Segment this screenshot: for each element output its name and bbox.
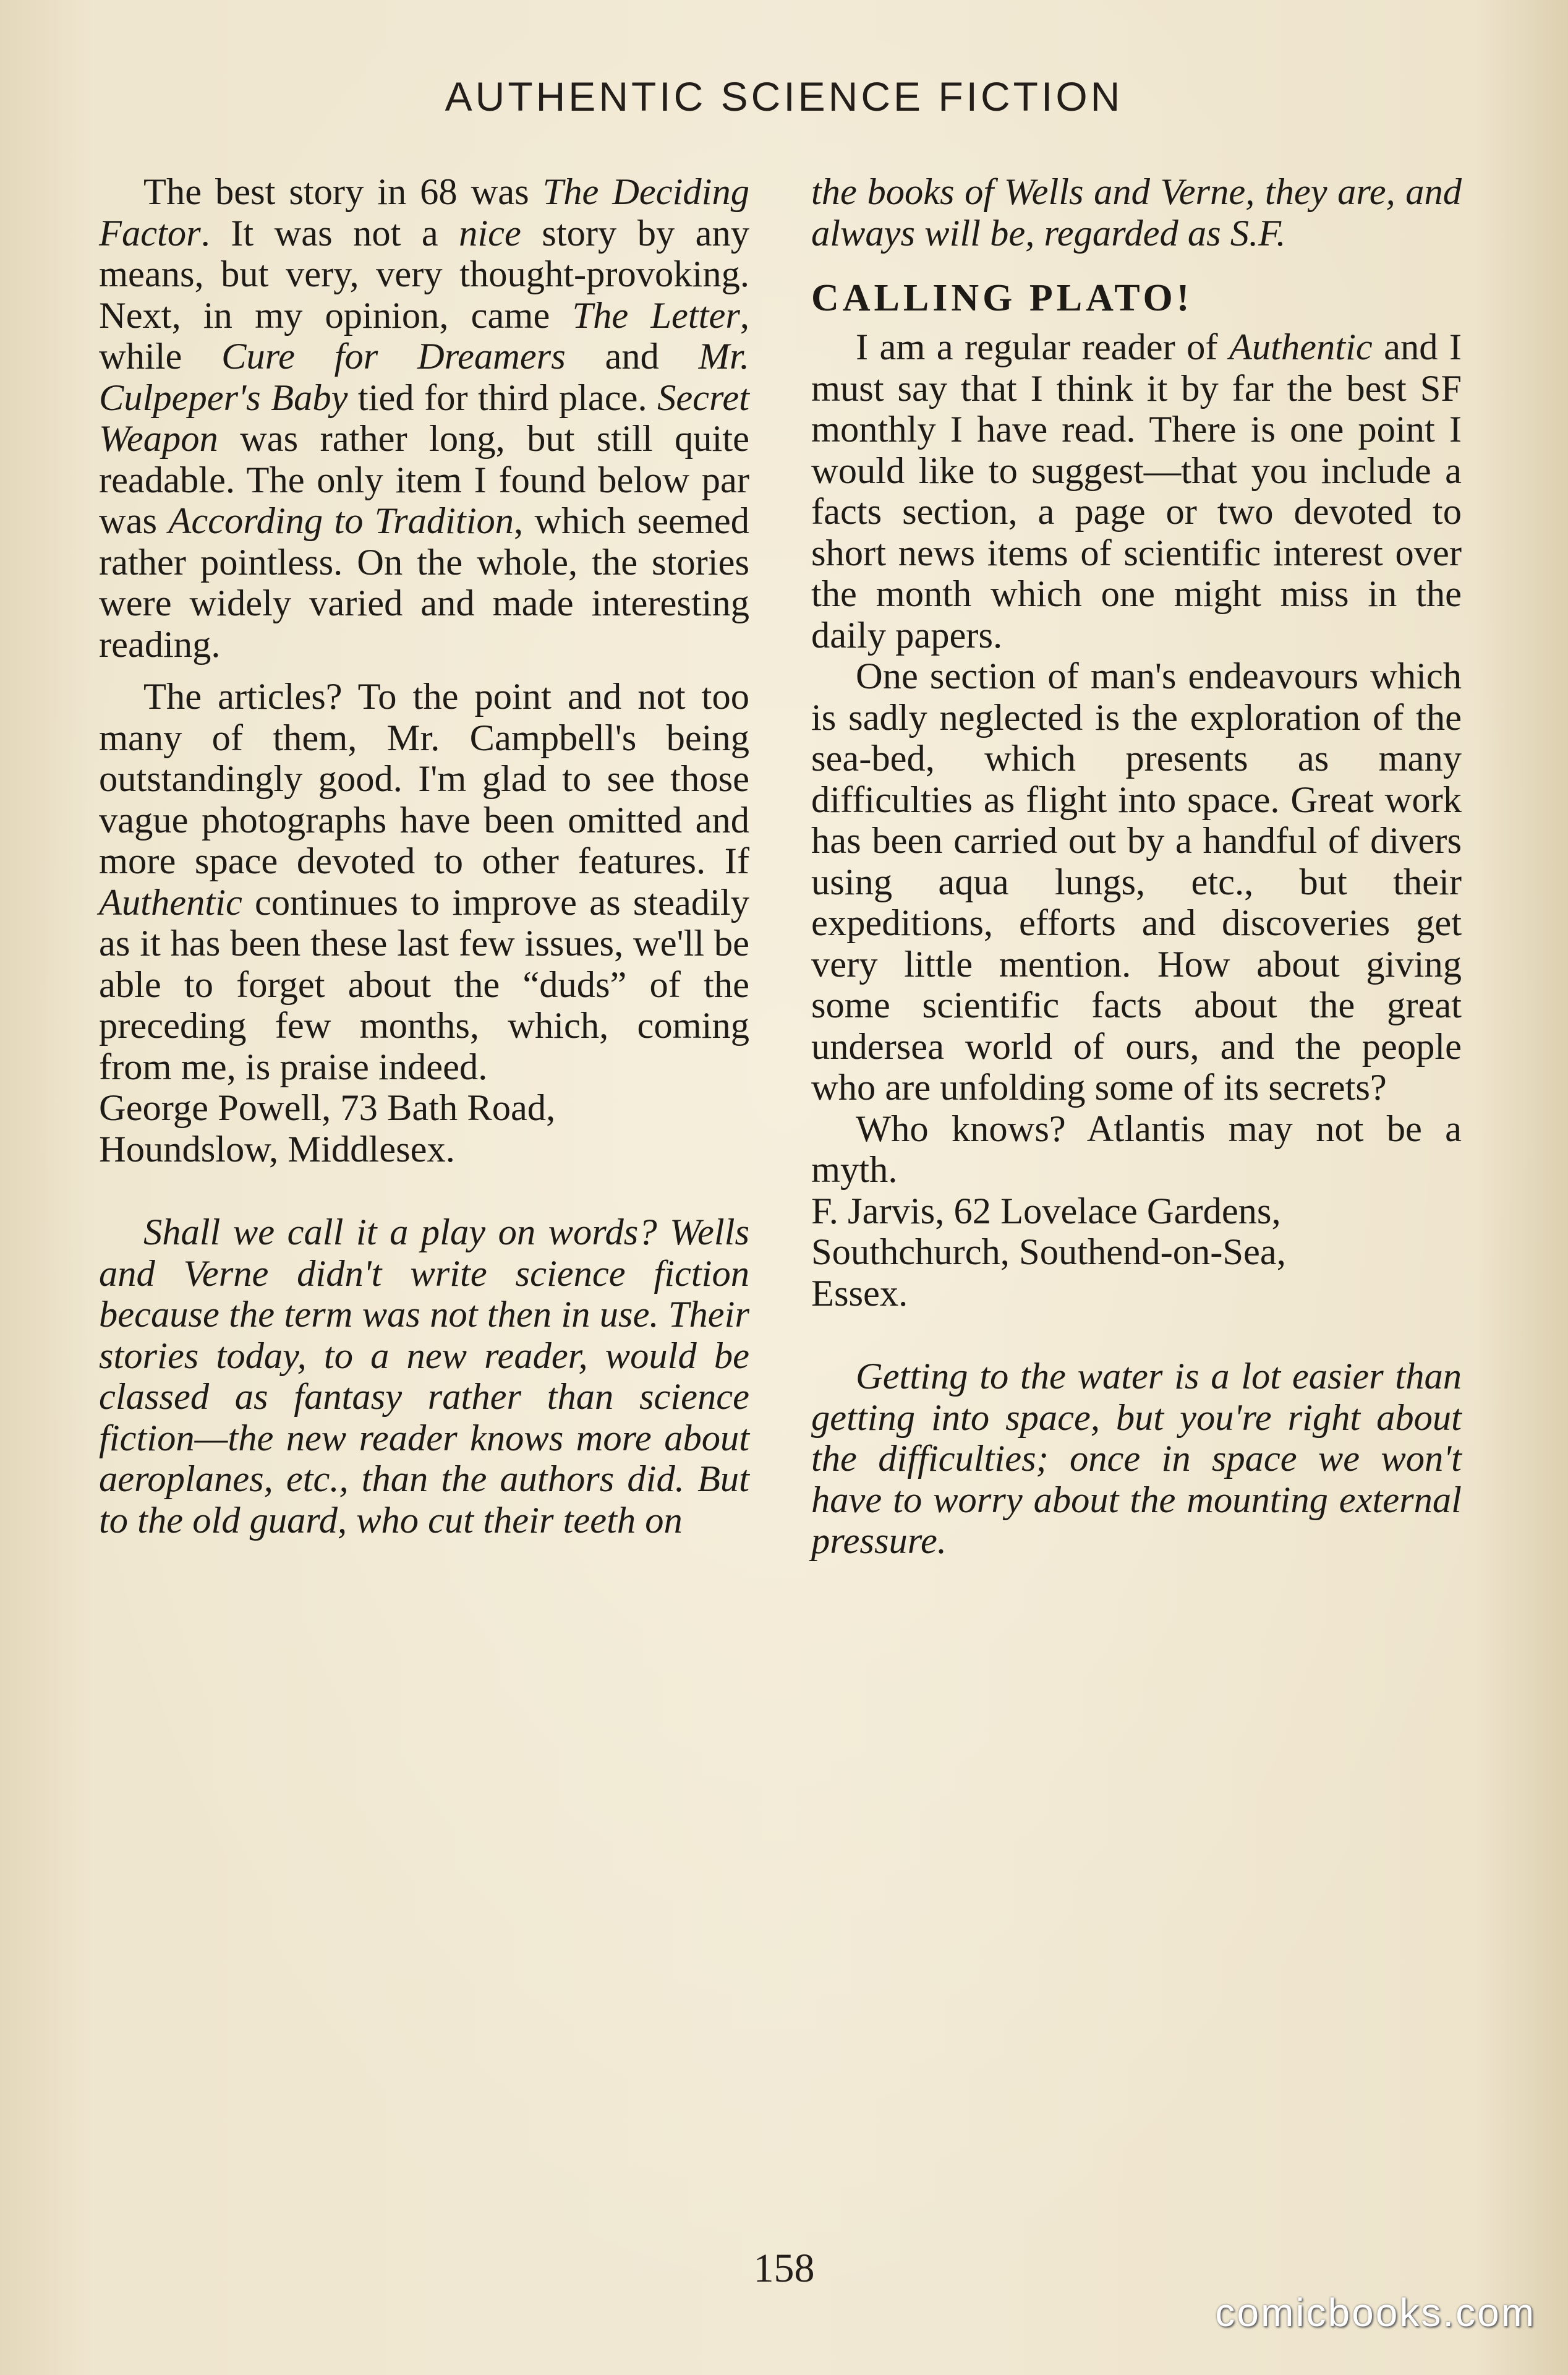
editor-reply: Getting to the water is a lot easier than getting into space, but you're right about the difficulties; once in space we won't have to worry about the mounting external pressure. bbox=[811, 1356, 1462, 1562]
page-number: 158 bbox=[753, 2246, 815, 2291]
left-column bbox=[99, 172, 749, 1541]
emphasis-word: nice bbox=[459, 212, 521, 254]
text-span: , which seemed rather pointless. On the whole, the stories were widely varied and made interesting reading. bbox=[99, 500, 749, 665]
text-span: and bbox=[565, 336, 699, 377]
watermark: comicbooks.com bbox=[1215, 2290, 1536, 2335]
text-span: tied for third place. bbox=[347, 377, 658, 419]
text-span: was rather long, but still quite readable. The only item I found below par was bbox=[99, 418, 749, 542]
editor-reply-continued: the books of Wells and Verne, they are, and always will be, regarded as S.F. bbox=[811, 171, 1462, 254]
letter-paragraph-atlantis: Who knows? Atlantis may not be a myth. bbox=[811, 1108, 1462, 1191]
text-span: The best story in 68 was bbox=[143, 171, 543, 213]
magazine-name: Authentic bbox=[99, 881, 242, 923]
letter-signature-line: F. Jarvis, 62 Lovelace Gardens, bbox=[811, 1190, 1281, 1232]
story-title: Mr. Culpeper's Baby bbox=[99, 336, 749, 419]
letter-paragraph-intro bbox=[811, 327, 1462, 656]
section-heading: CALLING PLATO! bbox=[811, 277, 1193, 319]
text-span: . It was not a bbox=[200, 212, 459, 254]
story-title: Secret Weapon bbox=[99, 377, 749, 460]
letter-signature-line: Essex. bbox=[811, 1272, 908, 1314]
text-span: continues to improve as steadily as it has been these last few issues, we'll be able to forget about the “duds” of the preceding few months, which, coming from me, is praise indeed. bbox=[99, 881, 749, 1088]
letter-paragraph-stories bbox=[99, 172, 749, 665]
story-title: The Deciding Factor bbox=[99, 171, 749, 254]
letter-signature-line: Southchurch, Southend-on-Sea, bbox=[811, 1231, 1286, 1273]
running-title: AUTHENTIC SCIENCE FICTION bbox=[445, 74, 1123, 119]
letter-signature-line: George Powell, 73 Bath Road, bbox=[99, 1087, 556, 1129]
story-title: According to Tradition bbox=[168, 500, 514, 542]
magazine-name: Authentic bbox=[1229, 327, 1373, 368]
letter-signature-line: Houndslow, Middlesex. bbox=[99, 1128, 455, 1170]
text-span: and I must say that I think it by far the best SF monthly I have read. There is one point I would like to suggest—that you include a facts section, a page or two devoted to short news items of scientific interest over the month which one might miss in the daily papers. bbox=[811, 327, 1462, 656]
letter-paragraph-articles bbox=[99, 677, 749, 1088]
text-span: story by any means, but very, very thought-provoking. Next, in my opinion, came bbox=[99, 212, 749, 336]
letter-paragraph-seabed: One section of man's endeavours which is sadly neglected is the exploration of the sea-bed, which presents as many difficulties as flight into space. Great work has been carried out by a handful of divers using aqua lungs, etc., but their expeditions, efforts and discoveries get very little mention. How about giving some scientific facts about the great undersea world of ours, and the people who are unfolding some of its secrets? bbox=[811, 656, 1462, 1108]
story-title: The Letter bbox=[572, 294, 740, 336]
text-span: I am a regular reader of bbox=[856, 327, 1229, 368]
right-column bbox=[811, 172, 1462, 1562]
editor-reply: Shall we call it a play on words? Wells and Verne didn't write science fiction because the term was not then in use. Their stories today, to a new reader, would be classed as fantasy rather than science fiction—the new reader knows more about aeroplanes, etc., than the authors did. But to the old guard, who cut their teeth on bbox=[99, 1212, 749, 1541]
story-title: Cure for Dreamers bbox=[221, 336, 566, 377]
text-span: , while bbox=[99, 294, 749, 377]
text-span: The articles? To the point and not too many of them, Mr. Campbell's being outstandingly good. I'm glad to see those vague photographs have been omitted and more space devoted to other features. If bbox=[99, 676, 749, 882]
